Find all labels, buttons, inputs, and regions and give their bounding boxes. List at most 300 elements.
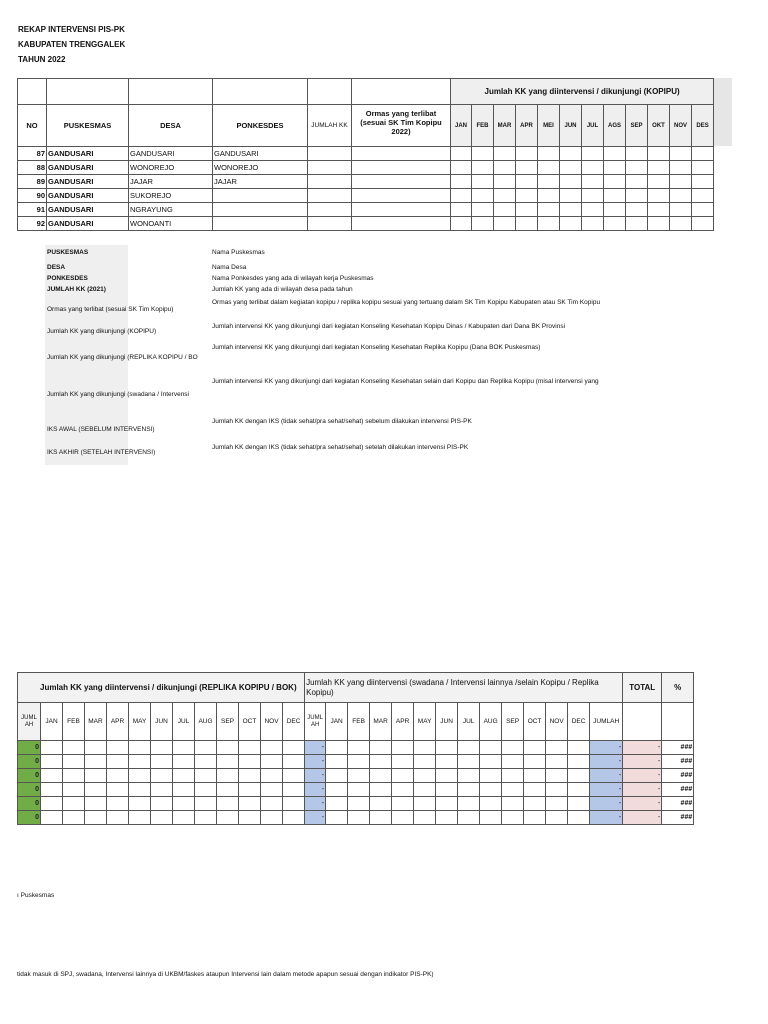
cell-empty[interactable] <box>480 741 502 755</box>
cell-empty[interactable] <box>692 175 714 189</box>
cell-empty[interactable] <box>151 769 173 783</box>
cell-empty[interactable] <box>480 797 502 811</box>
legend-definition: Nama Ponkesdes yang ada di wilayah kerja Puskesmas <box>212 275 374 282</box>
cell-empty[interactable] <box>568 741 590 755</box>
cell-empty[interactable] <box>582 217 604 231</box>
cell-empty[interactable] <box>516 175 538 189</box>
cell-empty[interactable] <box>352 175 451 189</box>
cell-empty[interactable] <box>370 797 392 811</box>
cell-empty[interactable] <box>63 755 85 769</box>
cell-empty[interactable] <box>283 811 305 825</box>
cell-empty[interactable] <box>63 811 85 825</box>
cell-percent[interactable]: ### <box>662 769 694 783</box>
cell-empty[interactable] <box>582 189 604 203</box>
cell-empty[interactable] <box>392 811 414 825</box>
cell-empty[interactable] <box>472 161 494 175</box>
cell-empty[interactable] <box>692 189 714 203</box>
cell-jumlah-swadana[interactable]: - <box>590 783 623 797</box>
cell-jumlah[interactable]: 0 <box>18 797 41 811</box>
cell-empty[interactable] <box>370 755 392 769</box>
cell-empty[interactable] <box>670 203 692 217</box>
cell-empty[interactable] <box>195 769 217 783</box>
cell-empty[interactable] <box>494 147 516 161</box>
cell-empty[interactable] <box>451 161 472 175</box>
cell-empty[interactable] <box>217 741 239 755</box>
cell-empty[interactable] <box>472 217 494 231</box>
cell-empty[interactable] <box>283 797 305 811</box>
cell-empty[interactable] <box>546 769 568 783</box>
cell-empty[interactable] <box>502 741 524 755</box>
cell-empty[interactable] <box>648 175 670 189</box>
cell-ponkesdes[interactable]: WONOREJO <box>213 161 308 175</box>
cell-desa[interactable]: SUKOREJO <box>129 189 213 203</box>
cell-empty[interactable] <box>308 203 352 217</box>
cell-empty[interactable] <box>173 797 195 811</box>
cell-empty[interactable] <box>626 217 648 231</box>
cell-empty[interactable] <box>436 783 458 797</box>
cell-empty[interactable] <box>560 189 582 203</box>
cell-jumlah-replika[interactable]: - <box>305 755 326 769</box>
cell-empty[interactable] <box>568 769 590 783</box>
cell-ponkesdes[interactable] <box>213 203 308 217</box>
cell-empty[interactable] <box>524 811 546 825</box>
cell-empty[interactable] <box>239 769 261 783</box>
cell-empty[interactable] <box>436 797 458 811</box>
total-spacer <box>623 703 662 741</box>
cell-ponkesdes[interactable]: JAJAR <box>213 175 308 189</box>
cell-empty[interactable] <box>516 147 538 161</box>
cell-empty[interactable] <box>670 189 692 203</box>
cell-empty[interactable] <box>458 783 480 797</box>
legend-term: PUSKESMAS <box>47 249 89 256</box>
cell-empty[interactable] <box>670 217 692 231</box>
cell-empty[interactable] <box>129 783 151 797</box>
cell-empty[interactable] <box>626 203 648 217</box>
cell-empty[interactable] <box>436 741 458 755</box>
cell-no[interactable]: 91 <box>18 203 47 217</box>
cell-percent[interactable]: ### <box>662 797 694 811</box>
col-header-month: APR <box>392 703 414 741</box>
cell-empty[interactable] <box>151 741 173 755</box>
cell-empty[interactable] <box>546 797 568 811</box>
cell-empty[interactable] <box>648 147 670 161</box>
cell-jumlah-replika[interactable]: - <box>305 797 326 811</box>
cell-jumlah-swadana[interactable]: - <box>590 755 623 769</box>
cell-empty[interactable] <box>480 811 502 825</box>
cell-empty[interactable] <box>516 161 538 175</box>
cell-puskesmas[interactable]: GANDUSARI <box>47 203 129 217</box>
cell-empty[interactable] <box>560 217 582 231</box>
cell-puskesmas[interactable]: GANDUSARI <box>47 217 129 231</box>
cell-empty[interactable] <box>458 797 480 811</box>
cell-empty[interactable] <box>458 741 480 755</box>
cell-ponkesdes[interactable] <box>213 189 308 203</box>
cell-empty[interactable] <box>524 797 546 811</box>
cell-empty[interactable] <box>414 783 436 797</box>
cell-empty[interactable] <box>195 797 217 811</box>
cell-jumlah-replika[interactable]: - <box>305 769 326 783</box>
cell-empty[interactable] <box>348 811 370 825</box>
cell-empty[interactable] <box>63 797 85 811</box>
cell-no[interactable]: 90 <box>18 189 47 203</box>
cell-empty[interactable] <box>494 203 516 217</box>
cell-jumlah[interactable]: 0 <box>18 783 41 797</box>
cell-empty[interactable] <box>538 203 560 217</box>
cell-empty[interactable] <box>239 755 261 769</box>
cell-empty[interactable] <box>516 189 538 203</box>
cell-empty[interactable] <box>261 755 283 769</box>
cell-empty[interactable] <box>85 811 107 825</box>
cell-empty[interactable] <box>582 161 604 175</box>
cell-empty[interactable] <box>217 783 239 797</box>
cell-total[interactable]: - <box>623 769 662 783</box>
footnote-2: tidak masuk di SPJ, swadana, Intervensi lainnya di UKBM/faskes ataupun Intervensi lain dalam metode apapun sesuai dengan indikator PIS-PK) <box>17 971 434 978</box>
cell-empty[interactable] <box>129 755 151 769</box>
cell-empty[interactable] <box>392 797 414 811</box>
cell-empty[interactable] <box>560 161 582 175</box>
cell-empty[interactable] <box>516 217 538 231</box>
cell-empty[interactable] <box>129 797 151 811</box>
cell-empty[interactable] <box>41 741 63 755</box>
col-header-month: NOV <box>670 105 692 147</box>
cell-empty[interactable] <box>63 741 85 755</box>
cell-empty[interactable] <box>494 217 516 231</box>
cell-jumlah[interactable]: 0 <box>18 811 41 825</box>
cell-jumlah-swadana[interactable]: - <box>590 769 623 783</box>
cell-empty[interactable] <box>107 811 129 825</box>
cell-empty[interactable] <box>546 755 568 769</box>
cell-empty[interactable] <box>480 769 502 783</box>
cell-empty[interactable] <box>173 741 195 755</box>
cell-percent[interactable]: ### <box>662 755 694 769</box>
cell-empty[interactable] <box>173 755 195 769</box>
cell-empty[interactable] <box>494 175 516 189</box>
cell-jumlah[interactable]: 0 <box>18 769 41 783</box>
cell-empty[interactable] <box>239 797 261 811</box>
cell-empty[interactable] <box>626 175 648 189</box>
cell-empty[interactable] <box>560 203 582 217</box>
cell-empty[interactable] <box>173 769 195 783</box>
cell-empty[interactable] <box>151 755 173 769</box>
cell-empty[interactable] <box>63 783 85 797</box>
cell-empty[interactable] <box>524 755 546 769</box>
cell-empty[interactable] <box>107 755 129 769</box>
cell-empty[interactable] <box>173 811 195 825</box>
cell-empty[interactable] <box>458 755 480 769</box>
cell-empty[interactable] <box>107 783 129 797</box>
cell-desa[interactable]: WONOREJO <box>129 161 213 175</box>
cell-desa[interactable]: GANDUSARI <box>129 147 213 161</box>
cell-empty[interactable] <box>308 147 352 161</box>
cell-empty[interactable] <box>348 783 370 797</box>
cell-empty[interactable] <box>502 755 524 769</box>
cell-empty[interactable] <box>195 755 217 769</box>
cell-empty[interactable] <box>648 203 670 217</box>
cell-empty[interactable] <box>538 175 560 189</box>
cell-empty[interactable] <box>648 217 670 231</box>
cell-jumlah[interactable]: 0 <box>18 741 41 755</box>
cell-empty[interactable] <box>239 783 261 797</box>
cell-empty[interactable] <box>352 203 451 217</box>
cell-total[interactable]: - <box>623 741 662 755</box>
cell-puskesmas[interactable]: GANDUSARI <box>47 189 129 203</box>
cell-empty[interactable] <box>129 741 151 755</box>
cell-empty[interactable] <box>261 741 283 755</box>
cell-empty[interactable] <box>414 797 436 811</box>
cell-empty[interactable] <box>195 741 217 755</box>
col-header-month: APR <box>516 105 538 147</box>
cell-empty[interactable] <box>524 783 546 797</box>
cell-empty[interactable] <box>41 797 63 811</box>
cell-empty[interactable] <box>626 147 648 161</box>
cell-empty[interactable] <box>326 811 348 825</box>
cell-jumlah[interactable]: 0 <box>18 755 41 769</box>
cell-empty[interactable] <box>451 189 472 203</box>
cell-empty[interactable] <box>370 741 392 755</box>
cell-empty[interactable] <box>85 783 107 797</box>
cell-empty[interactable] <box>283 741 305 755</box>
cell-empty[interactable] <box>151 783 173 797</box>
cell-empty[interactable] <box>604 189 626 203</box>
cell-empty[interactable] <box>151 811 173 825</box>
cell-jumlah-replika[interactable]: - <box>305 741 326 755</box>
cell-empty[interactable] <box>326 797 348 811</box>
cell-empty[interactable] <box>85 741 107 755</box>
cell-empty[interactable] <box>604 161 626 175</box>
cell-empty[interactable] <box>414 741 436 755</box>
cell-puskesmas[interactable]: GANDUSARI <box>47 161 129 175</box>
cell-empty[interactable] <box>239 811 261 825</box>
cell-empty[interactable] <box>472 203 494 217</box>
legend-term: PONKESDES <box>47 275 88 282</box>
cell-empty[interactable] <box>85 797 107 811</box>
cell-empty[interactable] <box>604 217 626 231</box>
cell-empty[interactable] <box>217 797 239 811</box>
cell-empty[interactable] <box>568 797 590 811</box>
cell-percent[interactable]: ### <box>662 783 694 797</box>
cell-empty[interactable] <box>692 203 714 217</box>
cell-empty[interactable] <box>41 783 63 797</box>
cell-empty[interactable] <box>41 769 63 783</box>
cell-empty[interactable] <box>326 783 348 797</box>
cell-empty[interactable] <box>604 203 626 217</box>
cell-desa[interactable]: WONOANTI <box>129 217 213 231</box>
cell-empty[interactable] <box>494 161 516 175</box>
cell-empty[interactable] <box>480 755 502 769</box>
cell-empty[interactable] <box>352 161 451 175</box>
cell-empty[interactable] <box>392 741 414 755</box>
cell-empty[interactable] <box>370 783 392 797</box>
cell-empty[interactable] <box>217 811 239 825</box>
cell-jumlah-swadana[interactable]: - <box>590 811 623 825</box>
cell-empty[interactable] <box>648 189 670 203</box>
legend-term: DESA <box>47 264 66 271</box>
col-header-month: JUL <box>582 105 604 147</box>
cell-jumlah-swadana[interactable]: - <box>590 741 623 755</box>
cell-empty[interactable] <box>326 741 348 755</box>
cell-empty[interactable] <box>436 769 458 783</box>
cell-empty[interactable] <box>626 189 648 203</box>
cell-empty[interactable] <box>582 147 604 161</box>
cell-empty[interactable] <box>436 811 458 825</box>
table-row <box>18 203 714 217</box>
cell-empty[interactable] <box>107 741 129 755</box>
cell-empty[interactable] <box>414 755 436 769</box>
cell-empty[interactable] <box>261 783 283 797</box>
cell-empty[interactable] <box>348 755 370 769</box>
cell-empty[interactable] <box>63 769 85 783</box>
legend-definition: Jumlah intervensi KK yang dikunjungi dari kegiatan Konseling Kesehatan Kopipu Dinas / Kabupaten dari Dana BK Provinsi <box>212 323 566 330</box>
cell-empty[interactable] <box>538 147 560 161</box>
col-header-month: OKT <box>648 105 670 147</box>
cell-empty[interactable] <box>217 755 239 769</box>
cell-empty[interactable] <box>217 769 239 783</box>
cell-empty[interactable] <box>626 161 648 175</box>
cell-empty[interactable] <box>370 811 392 825</box>
table-row <box>18 217 714 231</box>
col-header-month: SEP <box>502 703 524 741</box>
cell-empty[interactable] <box>85 755 107 769</box>
cell-no[interactable]: 92 <box>18 217 47 231</box>
cell-empty[interactable] <box>173 783 195 797</box>
cell-empty[interactable] <box>414 811 436 825</box>
cell-empty[interactable] <box>195 783 217 797</box>
table-row <box>18 147 714 161</box>
cell-empty[interactable] <box>524 769 546 783</box>
cell-empty[interactable] <box>352 217 451 231</box>
table-row <box>18 189 714 203</box>
cell-ponkesdes[interactable] <box>213 217 308 231</box>
cell-empty[interactable] <box>261 811 283 825</box>
cell-empty[interactable] <box>516 203 538 217</box>
cell-empty[interactable] <box>692 147 714 161</box>
cell-empty[interactable] <box>308 161 352 175</box>
cell-empty[interactable] <box>348 741 370 755</box>
cell-empty[interactable] <box>582 175 604 189</box>
cell-empty[interactable] <box>546 783 568 797</box>
cell-empty[interactable] <box>129 811 151 825</box>
cell-empty[interactable] <box>502 783 524 797</box>
cell-empty[interactable] <box>392 769 414 783</box>
cell-empty[interactable] <box>524 741 546 755</box>
cell-empty[interactable] <box>458 769 480 783</box>
cell-empty[interactable] <box>670 175 692 189</box>
cell-empty[interactable] <box>283 769 305 783</box>
cell-empty[interactable] <box>348 769 370 783</box>
cell-empty[interactable] <box>494 189 516 203</box>
cell-percent[interactable]: ### <box>662 811 694 825</box>
cell-empty[interactable] <box>546 811 568 825</box>
cell-empty[interactable] <box>502 769 524 783</box>
cell-empty[interactable] <box>692 161 714 175</box>
cell-empty[interactable] <box>414 769 436 783</box>
cell-empty[interactable] <box>352 147 451 161</box>
cell-puskesmas[interactable]: GANDUSARI <box>47 175 129 189</box>
cell-empty[interactable] <box>451 147 472 161</box>
cell-jumlah-swadana[interactable]: - <box>590 797 623 811</box>
cell-empty[interactable] <box>326 755 348 769</box>
cell-empty[interactable] <box>239 741 261 755</box>
cell-empty[interactable] <box>538 217 560 231</box>
cell-empty[interactable] <box>670 147 692 161</box>
cell-empty[interactable] <box>568 783 590 797</box>
cell-percent[interactable]: ### <box>662 741 694 755</box>
cell-empty[interactable] <box>308 217 352 231</box>
cell-empty[interactable] <box>560 175 582 189</box>
cell-empty[interactable] <box>502 811 524 825</box>
cell-empty[interactable] <box>546 741 568 755</box>
cell-empty[interactable] <box>41 755 63 769</box>
cell-empty[interactable] <box>370 769 392 783</box>
cell-empty[interactable] <box>107 769 129 783</box>
cell-empty[interactable] <box>480 783 502 797</box>
cell-empty[interactable] <box>692 217 714 231</box>
cell-empty[interactable] <box>436 755 458 769</box>
cell-empty[interactable] <box>348 797 370 811</box>
cell-desa[interactable]: NGRAYUNG <box>129 203 213 217</box>
cell-empty[interactable] <box>502 797 524 811</box>
cell-total[interactable]: - <box>623 797 662 811</box>
cell-empty[interactable] <box>538 161 560 175</box>
cell-empty[interactable] <box>568 811 590 825</box>
cell-empty[interactable] <box>648 161 670 175</box>
cell-empty[interactable] <box>451 203 472 217</box>
cell-empty[interactable] <box>85 769 107 783</box>
cell-empty[interactable] <box>352 189 451 203</box>
cell-empty[interactable] <box>195 811 217 825</box>
cell-empty[interactable] <box>151 797 173 811</box>
cell-jumlah-replika[interactable]: - <box>305 783 326 797</box>
cell-empty[interactable] <box>107 797 129 811</box>
cell-jumlah-replika[interactable]: - <box>305 811 326 825</box>
cell-empty[interactable] <box>326 769 348 783</box>
cell-no[interactable]: 89 <box>18 175 47 189</box>
cell-empty[interactable] <box>560 147 582 161</box>
cell-empty[interactable] <box>129 769 151 783</box>
cell-total[interactable]: - <box>623 755 662 769</box>
cell-empty[interactable] <box>283 755 305 769</box>
cell-no[interactable]: 88 <box>18 161 47 175</box>
cell-empty[interactable] <box>451 217 472 231</box>
cell-empty[interactable] <box>670 161 692 175</box>
cell-empty[interactable] <box>604 175 626 189</box>
cell-empty[interactable] <box>538 189 560 203</box>
cell-empty[interactable] <box>472 147 494 161</box>
cell-empty[interactable] <box>308 189 352 203</box>
cell-empty[interactable] <box>308 175 352 189</box>
cell-ponkesdes[interactable]: GANDUSARI <box>213 147 308 161</box>
cell-empty[interactable] <box>604 147 626 161</box>
cell-empty[interactable] <box>451 175 472 189</box>
cell-empty[interactable] <box>41 811 63 825</box>
cell-no[interactable]: 87 <box>18 147 47 161</box>
cell-total[interactable]: - <box>623 811 662 825</box>
cell-empty[interactable] <box>568 755 590 769</box>
cell-empty[interactable] <box>261 769 283 783</box>
cell-empty[interactable] <box>392 755 414 769</box>
cell-total[interactable]: - <box>623 783 662 797</box>
cell-empty[interactable] <box>472 175 494 189</box>
cell-empty[interactable] <box>392 783 414 797</box>
cell-empty[interactable] <box>261 797 283 811</box>
cell-desa[interactable]: JAJAR <box>129 175 213 189</box>
cell-empty[interactable] <box>283 783 305 797</box>
cell-empty[interactable] <box>582 203 604 217</box>
cell-empty[interactable] <box>458 811 480 825</box>
cell-empty[interactable] <box>472 189 494 203</box>
cell-puskesmas[interactable]: GANDUSARI <box>47 147 129 161</box>
title-line-2: KABUPATEN TRENGGALEK <box>18 40 126 49</box>
